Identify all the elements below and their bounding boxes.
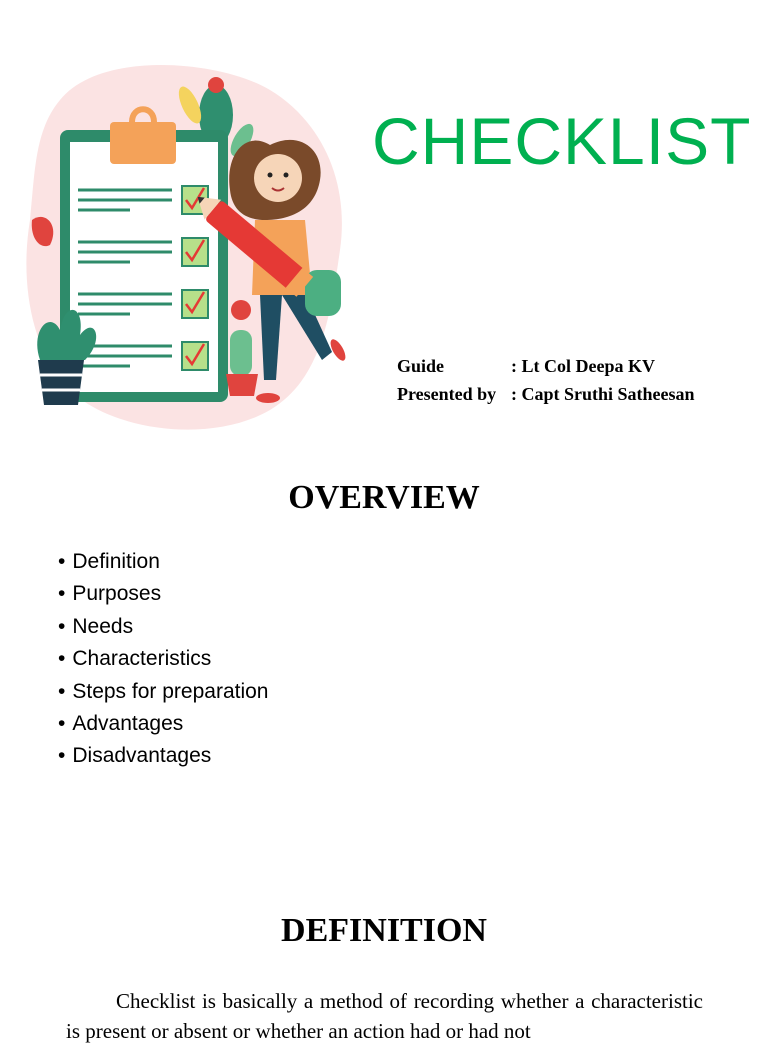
presentation-credits	[397, 352, 695, 408]
slide-title: CHECKLIST	[372, 104, 752, 178]
list-item: • Needs	[58, 611, 268, 643]
list-item: • Purposes	[58, 578, 268, 610]
guide-row	[397, 352, 695, 380]
checklist-illustration	[20, 60, 360, 440]
definition-heading: DEFINITION	[281, 912, 487, 949]
guide-label: Guide	[397, 356, 445, 376]
list-item: • Steps for preparation	[58, 676, 268, 708]
presenter-value: : Capt Sruthi Satheesan	[511, 384, 695, 404]
guide-value: : Lt Col Deepa KV	[511, 356, 655, 376]
title-slide	[0, 0, 768, 440]
list-item: • Advantages	[58, 708, 268, 740]
clipboard-clip	[110, 122, 176, 164]
overview-list	[58, 546, 268, 773]
list-item: • Characteristics	[58, 643, 268, 675]
presenter-row	[397, 380, 695, 408]
list-item: • Disadvantages	[58, 740, 268, 772]
list-item: • Definition	[58, 546, 268, 578]
overview-heading: OVERVIEW	[288, 479, 480, 516]
definition-text: Checklist is basically a method of recording whether a characteristic is present or absent or whether an action had or had not	[66, 989, 703, 1043]
presenter-label: Presented by	[397, 384, 497, 404]
